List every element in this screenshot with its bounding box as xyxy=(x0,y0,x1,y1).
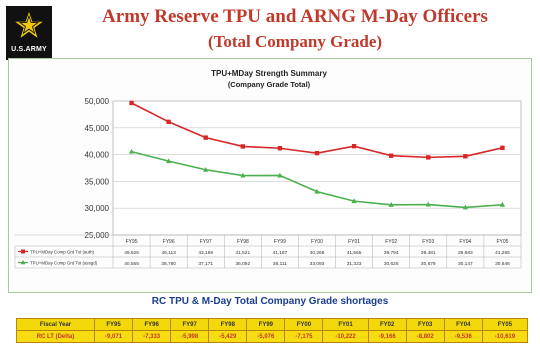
shortages-header-row xyxy=(17,319,528,331)
series-1-value-label: 41,521 xyxy=(235,251,251,256)
series-1-value-label: 41,565 xyxy=(346,251,362,256)
series-1-value-label: 41,187 xyxy=(272,251,288,256)
series-2-value-label: 31,323 xyxy=(346,262,362,267)
y-tick-label: 40,000 xyxy=(84,150,109,160)
series-1-point xyxy=(463,154,467,158)
y-tick-label: 25,000 xyxy=(84,231,109,240)
shortages-value-fy05: -10,619 xyxy=(482,331,527,343)
chart-title: TPU+MDay Strength Summary xyxy=(211,69,327,78)
series-2-value-label: 37,171 xyxy=(198,262,214,267)
x-tick-label: FY97 xyxy=(199,239,212,245)
series-1-point xyxy=(389,154,393,158)
chart-frame xyxy=(8,58,532,293)
x-tick-label: FY99 xyxy=(273,239,286,245)
series-1-value-label: 40,268 xyxy=(309,251,325,256)
series-1-point xyxy=(241,144,245,148)
shortages-value-fy00: -7,175 xyxy=(285,331,323,343)
legend-label-2: TPU+MDay Comp Grd Tot (assgd) xyxy=(30,260,98,266)
series-1-value-label: 39,683 xyxy=(458,251,473,256)
series-1-point xyxy=(166,120,170,124)
shortages-year-fy97: FY97 xyxy=(171,319,209,331)
series-2-value-label: 36,111 xyxy=(272,262,287,267)
line-chart xyxy=(9,59,531,292)
shortages-value-fy97: -5,998 xyxy=(171,331,209,343)
series-1-point xyxy=(278,146,282,150)
x-tick-label: FY01 xyxy=(348,239,361,245)
x-tick-label: FY00 xyxy=(311,239,323,245)
plot-area xyxy=(113,101,521,235)
series-2-value-label: 30,646 xyxy=(495,262,510,267)
y-tick-label: 30,000 xyxy=(84,204,109,214)
series-2-value-label: 30,628 xyxy=(383,262,399,267)
shortages-year-fy01: FY01 xyxy=(323,319,368,331)
y-tick-label: 45,000 xyxy=(84,123,109,133)
shortages-value-fy96: -7,333 xyxy=(133,331,171,343)
shortages-value-fy04: -9,536 xyxy=(444,331,482,343)
series-1-point xyxy=(426,155,430,159)
shortages-value-fy98: -5,429 xyxy=(209,331,247,343)
series-2-value-label: 30,679 xyxy=(420,262,436,267)
shortages-year-fy04: FY04 xyxy=(444,319,482,331)
x-tick-label: FY05 xyxy=(496,239,509,245)
x-tick-label: FY02 xyxy=(385,239,398,245)
series-1-value-label: 46,113 xyxy=(161,251,176,256)
shortages-value-fy99: -5,076 xyxy=(247,331,285,343)
shortages-year-fy05: FY05 xyxy=(482,319,527,331)
series-1-point xyxy=(129,101,133,105)
series-1-value-label: 41,265 xyxy=(495,251,510,256)
x-tick-label: FY98 xyxy=(236,239,249,245)
x-tick-label: FY96 xyxy=(162,239,175,245)
series-1-value-label: 49,626 xyxy=(124,251,139,256)
shortages-table xyxy=(16,318,528,343)
shortages-year-fy00: FY00 xyxy=(285,319,323,331)
shortages-year-fy98: FY98 xyxy=(209,319,247,331)
shortages-year-fy03: FY03 xyxy=(406,319,444,331)
series-1-point xyxy=(352,144,356,148)
series-1-point xyxy=(315,151,319,155)
army-star-icon xyxy=(13,10,45,42)
x-tick-label: FY04 xyxy=(459,239,472,245)
x-tick-label: FY95 xyxy=(125,239,138,245)
shortages-value-fy95: -9,071 xyxy=(95,331,133,343)
shortages-year-fy95: FY95 xyxy=(95,319,133,331)
series-1-value-label: 39,481 xyxy=(420,251,436,256)
us-army-logo xyxy=(6,6,52,60)
shortages-year-fy96: FY96 xyxy=(133,319,171,331)
legend-label-1: TPU+MDay Comp Grd Tot (auth) xyxy=(30,249,94,255)
series-2-value-label: 36,092 xyxy=(235,262,251,267)
x-tick-label: FY03 xyxy=(422,239,435,245)
shortages-year-fy02: FY02 xyxy=(368,319,406,331)
series-1-value-label: 43,169 xyxy=(198,251,214,256)
legend-marker-1 xyxy=(21,250,25,254)
y-tick-label: 50,000 xyxy=(84,97,109,106)
shortages-row-label: RC LT (Delta) xyxy=(17,331,95,343)
shortages-value-row xyxy=(17,331,528,343)
logo-text: U.S.ARMY xyxy=(11,46,47,53)
series-1-value-label: 39,794 xyxy=(383,251,399,256)
series-2-value-label: 30,147 xyxy=(458,262,473,267)
series-1-point xyxy=(500,146,504,150)
series-2-value-label: 40,555 xyxy=(124,262,139,267)
series-2-value-label: 38,780 xyxy=(161,262,176,267)
shortages-value-fy01: -10,222 xyxy=(323,331,368,343)
series-2-value-label: 33,093 xyxy=(309,262,325,267)
shortages-year-fy99: FY99 xyxy=(247,319,285,331)
shortages-value-fy03: -8,802 xyxy=(406,331,444,343)
series-1-point xyxy=(204,135,208,139)
shortages-title: RC TPU & M-Day Total Company Grade shortages xyxy=(151,296,389,307)
page-subtitle: (Total Company Grade) xyxy=(207,32,383,51)
y-tick-label: 35,000 xyxy=(84,177,109,187)
page-title: Army Reserve TPU and ARNG M-Day Officers xyxy=(102,6,488,27)
shortages-header-label: Fiscal Year xyxy=(17,319,95,331)
shortages-value-fy02: -9,166 xyxy=(368,331,406,343)
chart-subtitle: (Company Grade Total) xyxy=(227,80,311,89)
